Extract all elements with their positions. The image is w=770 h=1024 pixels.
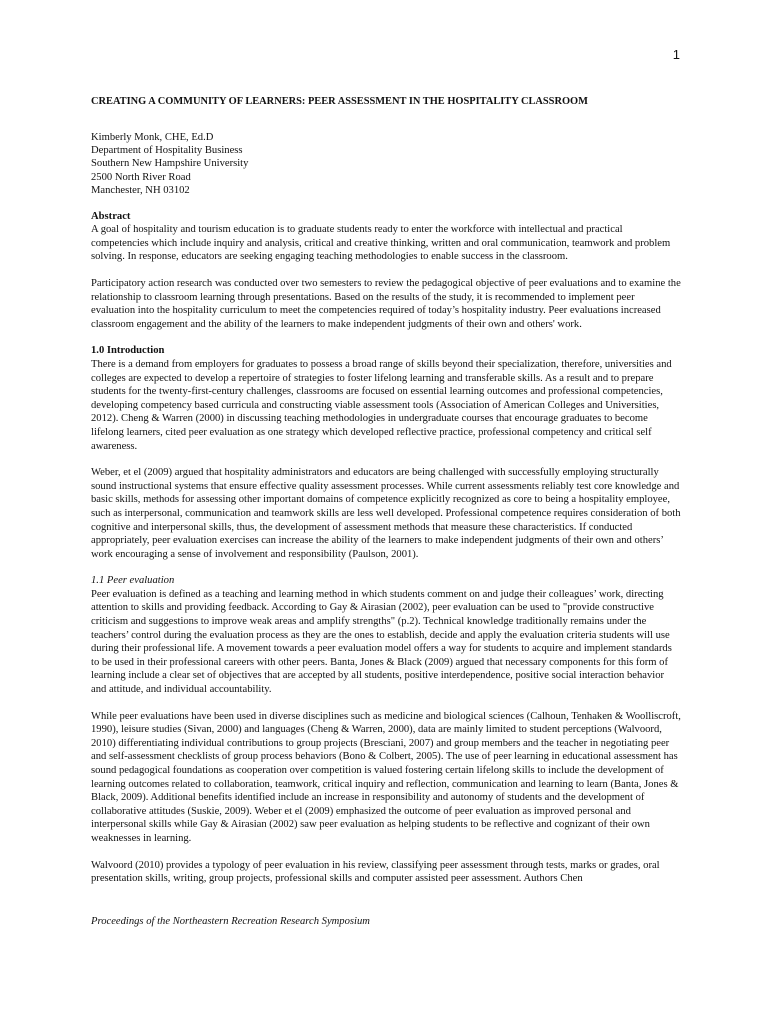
intro-paragraph-2: Weber, et el (2009) argued that hospitality administrators and educators are being challenged with successfully employing structurally sound instructional systems that ensure effective quality assessment processes. While current assessments reliably test core knowledge and basic skills, methods for assessing other important domains of competence explicitly recognized as core to being a hospitality employee, such as interpersonal, communication and teamwork skills are less well developed. Professional competence requires consideration of both cognitive and interpersonal skills, thus, the development of assessment methods that measure these characteristics. If conducted appropriately, peer evaluation exercises can increase the ability of the learners to make independent judgments of their own and others’ work encouraging a sense of involvement and responsibility (Paulson, 2001). — [91, 467, 681, 560]
abstract-heading: Abstract — [91, 210, 131, 222]
peer-evaluation-heading: 1.1 Peer evaluation — [91, 575, 175, 587]
author-street: 2500 North River Road — [91, 171, 191, 183]
peer-evaluation-paragraph-1: Peer evaluation is defined as a teaching and learning method in which students comment on and judge their colleagues’ work, directing attention to skills and providing feedback. According to Gay & Airasian (2002), peer evaluation can be used to "provide constructive criticism and suggestions to improve weak areas and amplify strengths" (p.2). Technical knowledge traditionally remains under the teachers’ control during the evaluation process as they are the ones to establish, decide and apply the evaluation criteria students will use during their professional life. A movement towards a peer evaluation model offers a way for students to acquire and implement standards to be used in their professional careers with other peers. Banta, Jones & Black (2009) argued that necessary components for this form of learning include a clear set of objectives that are accepted by all students, positive interdependence, positive social interaction behavior and attitude, and individual accountability. — [91, 588, 672, 696]
author-university: Southern New Hampshire University — [91, 158, 249, 170]
abstract-paragraph-1: A goal of hospitality and tourism education is to graduate students ready to enter the workforce with intellectual and practical competencies which include inquiry and analysis, critical and creative thinking, written and oral communication, teamwork and problem solving. In response, educators are seeking engaging teaching methodologies to enable success in the classroom. — [91, 224, 671, 263]
author-name: Kimberly Monk, CHE, Ed.D — [91, 131, 214, 143]
page-number: 1 — [672, 47, 680, 62]
paper-title: CREATING A COMMUNITY OF LEARNERS: PEER ASSESSMENT IN THE HOSPITALITY CLASSROOM — [91, 96, 588, 107]
author-block — [91, 131, 681, 198]
proceedings-footer: Proceedings of the Northeastern Recreation Research Symposium — [91, 916, 370, 927]
author-city: Manchester, NH 03102 — [91, 185, 190, 197]
author-department: Department of Hospitality Business — [91, 145, 243, 156]
paper-body — [91, 95, 681, 899]
peer-evaluation-paragraph-2: While peer evaluations have been used in diverse disciplines such as medicine and biological sciences (Calhoun, Tenhaken & Woolliscroft, 1990), leisure studies (Sivan, 2000) and languages (Cheng & Warren, 2000), data are mainly limited to student perceptions (Walvoord, 2010) differentiating individual contributions to group projects (Bresciani, 2007) and group members and the teacher in negotiating peer and self-assessment checklists of group process behaviors (Bono & Colbert, 2005). The use of peer learning in educational assessment has sound pedagogical foundations as cooperation over competition is valued fostering certain lifelong skills to include the development of learning outcomes related to collaboration, teamwork, critical inquiry and reflection, communication and learning to learn (Banta, Jones & Black, 2009). Additional benefits identified include an increase in responsibility and autonomy of students and the development of collaborative attitudes (Suskie, 2009). Weber et el (2009) emphasized the outcome of peer evaluation as improved personal and interpersonal skills while Gay & Airasian (2002) saw peer evaluation as helping students to be reflective and cognizant of their own weaknesses in learning. — [91, 710, 681, 844]
intro-paragraph-1: There is a demand from employers for graduates to possess a broad range of skills beyond their specialization, therefore, universities and colleges are expected to develop a repertoire of strategies to foster lifelong learning and transferable skills. As a result and to prepare students for the twenty-first-century challenges, classrooms are focused on essential learning outcomes and professional competencies, developing competency based curricula and constructing viable assessment tools (Association of American Colleges and Universities, 2012). Cheng & Warren (2000) in discussing teaching methodologies in undergraduate courses that encourage graduates to become lifelong learners, cited peer evaluation as one strategy which developed reflective practice, professional competency and critical self awareness. — [91, 358, 672, 452]
peer-evaluation-paragraph-3: Walvoord (2010) provides a typology of peer evaluation in his review, classifying peer assessment through tests, marks or grades, oral presentation skills, writing, group projects, professional skills and computer assisted peer assessment. Authors Chen — [91, 859, 660, 885]
abstract-paragraph-2: Participatory action research was conducted over two semesters to review the pedagogical objective of peer evaluations and to examine the relationship to classroom learning through presentations. Based on the results of the study, it is recommended to implement peer evaluation into the hospitality curriculum to meet the competencies required of today’s hospitality industry. Peer evaluations increased classroom engagement and the ability of the learners to make independent judgments of their own and others' work. — [91, 278, 681, 330]
intro-heading: 1.0 Introduction — [91, 345, 165, 357]
